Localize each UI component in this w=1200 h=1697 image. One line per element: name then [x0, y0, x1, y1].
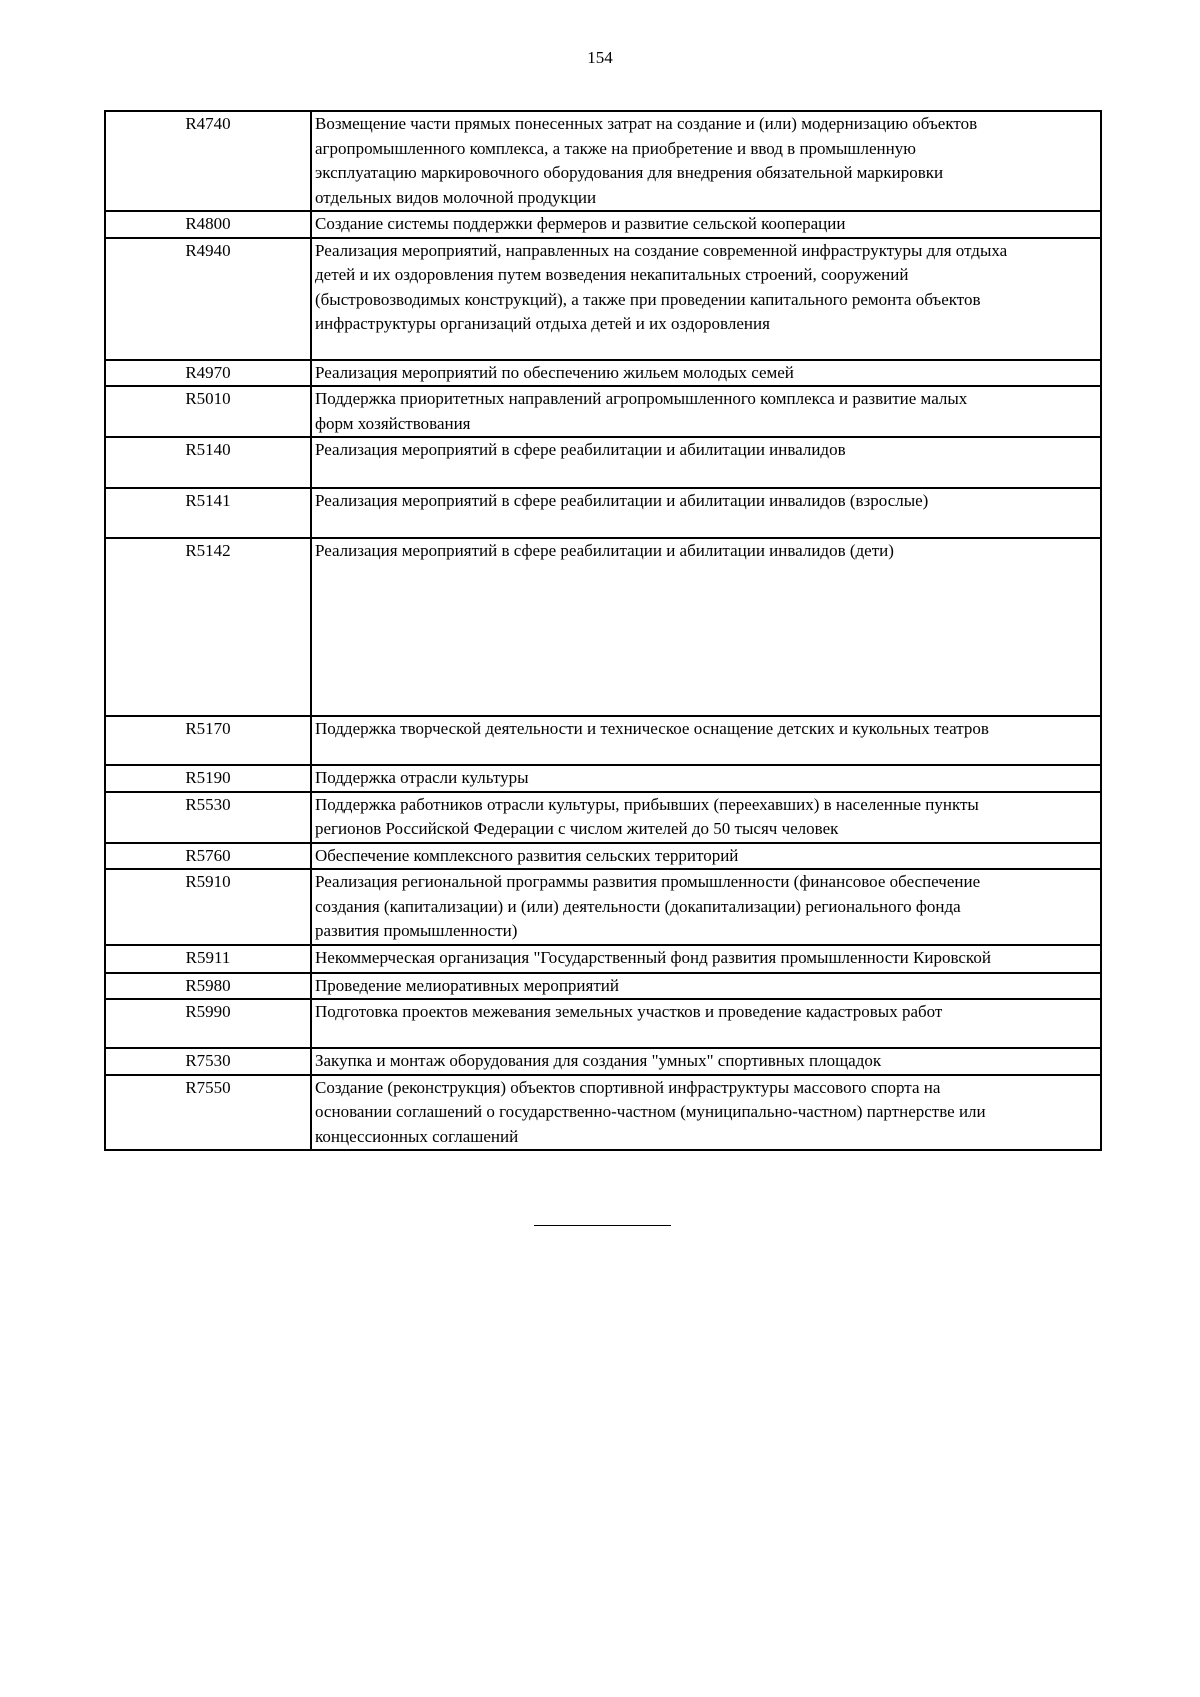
row-code: R5190: [105, 765, 311, 792]
table-row: [105, 386, 1101, 437]
table-row: [105, 360, 1101, 387]
table-row: [105, 973, 1101, 1000]
row-code: R7530: [105, 1048, 311, 1075]
row-code: R5141: [105, 488, 311, 538]
row-code: R4970: [105, 360, 311, 387]
table-row: [105, 843, 1101, 870]
row-description: Реализация мероприятий в сфере реабилитации и абилитации инвалидов: [311, 437, 1101, 488]
row-description: Поддержка отрасли культуры: [311, 765, 1101, 792]
row-description: Закупка и монтаж оборудования для создания "умных" спортивных площадок: [311, 1048, 1101, 1075]
row-description: Реализация мероприятий в сфере реабилитации и абилитации инвалидов (дети): [311, 538, 1101, 716]
row-code: R5980: [105, 973, 311, 1000]
row-description: Создание системы поддержки фермеров и развитие сельской кооперации: [311, 211, 1101, 238]
row-description: Проведение мелиоративных мероприятий: [311, 973, 1101, 1000]
page-number: 154: [587, 48, 613, 67]
row-code: R5910: [105, 869, 311, 945]
row-description: Возмещение части прямых понесенных затрат на создание и (или) модернизацию объектов агропромышленного комплекса, а также на приобретение и ввод в промышленную эксплуатацию маркировочного оборудования для внедрения обязательной маркировки отдельных видов молочной продукции: [311, 111, 1101, 211]
table-row: [105, 238, 1101, 360]
table-row: [105, 211, 1101, 238]
row-code: R5140: [105, 437, 311, 488]
row-description: Обеспечение комплексного развития сельских территорий: [311, 843, 1101, 870]
row-code: R5142: [105, 538, 311, 716]
table-row: [105, 538, 1101, 716]
row-code: R5760: [105, 843, 311, 870]
table-row: [105, 437, 1101, 488]
row-code: R7550: [105, 1075, 311, 1151]
table-row: [105, 716, 1101, 765]
row-code: R4940: [105, 238, 311, 360]
table-row: [105, 765, 1101, 792]
row-description: Некоммерческая организация "Государственный фонд развития промышленности Кировской: [311, 945, 1101, 973]
row-description: Создание (реконструкция) объектов спортивной инфраструктуры массового спорта на основании соглашений о государственно-частном (муниципально-частном) партнерстве или концессионных соглашений: [311, 1075, 1101, 1151]
row-code: R5170: [105, 716, 311, 765]
table-row: [105, 1048, 1101, 1075]
table-row: [105, 792, 1101, 843]
budget-codes-table: [104, 110, 1102, 1151]
row-code: R5990: [105, 999, 311, 1048]
row-code: R5530: [105, 792, 311, 843]
row-description: Реализация мероприятий по обеспечению жильем молодых семей: [311, 360, 1101, 387]
row-code: R5911: [105, 945, 311, 973]
row-description: Реализация мероприятий, направленных на создание современной инфраструктуры для отдыха детей и их оздоровления путем возведения некапитальных строений, сооружений (быстровозводимых конструкций), а также при проведении капитального ремонта объектов инфраструктуры организаций отдыха детей и их оздоровления: [311, 238, 1101, 360]
row-description: Реализация региональной программы развития промышленности (финансовое обеспечение создания (капитализации) и (или) деятельности (докапитализации) регионального фонда развития промышленности): [311, 869, 1101, 945]
row-description: Поддержка творческой деятельности и техническое оснащение детских и кукольных театров: [311, 716, 1101, 765]
row-code: R4800: [105, 211, 311, 238]
table-row: [105, 999, 1101, 1048]
row-description: Поддержка работников отрасли культуры, прибывших (переехавших) в населенные пункты регионов Российской Федерации с числом жителей до 50 тысяч человек: [311, 792, 1101, 843]
row-code: R4740: [105, 111, 311, 211]
table-row: [105, 111, 1101, 211]
table-row: [105, 488, 1101, 538]
end-separator-line: [534, 1225, 671, 1226]
row-description: Реализация мероприятий в сфере реабилитации и абилитации инвалидов (взрослые): [311, 488, 1101, 538]
table-row: [105, 1075, 1101, 1151]
row-description: Подготовка проектов межевания земельных участков и проведение кадастровых работ: [311, 999, 1101, 1048]
table-row: [105, 869, 1101, 945]
row-code: R5010: [105, 386, 311, 437]
table-row: [105, 945, 1101, 973]
row-description: Поддержка приоритетных направлений агропромышленного комплекса и развитие малых форм хозяйствования: [311, 386, 1101, 437]
